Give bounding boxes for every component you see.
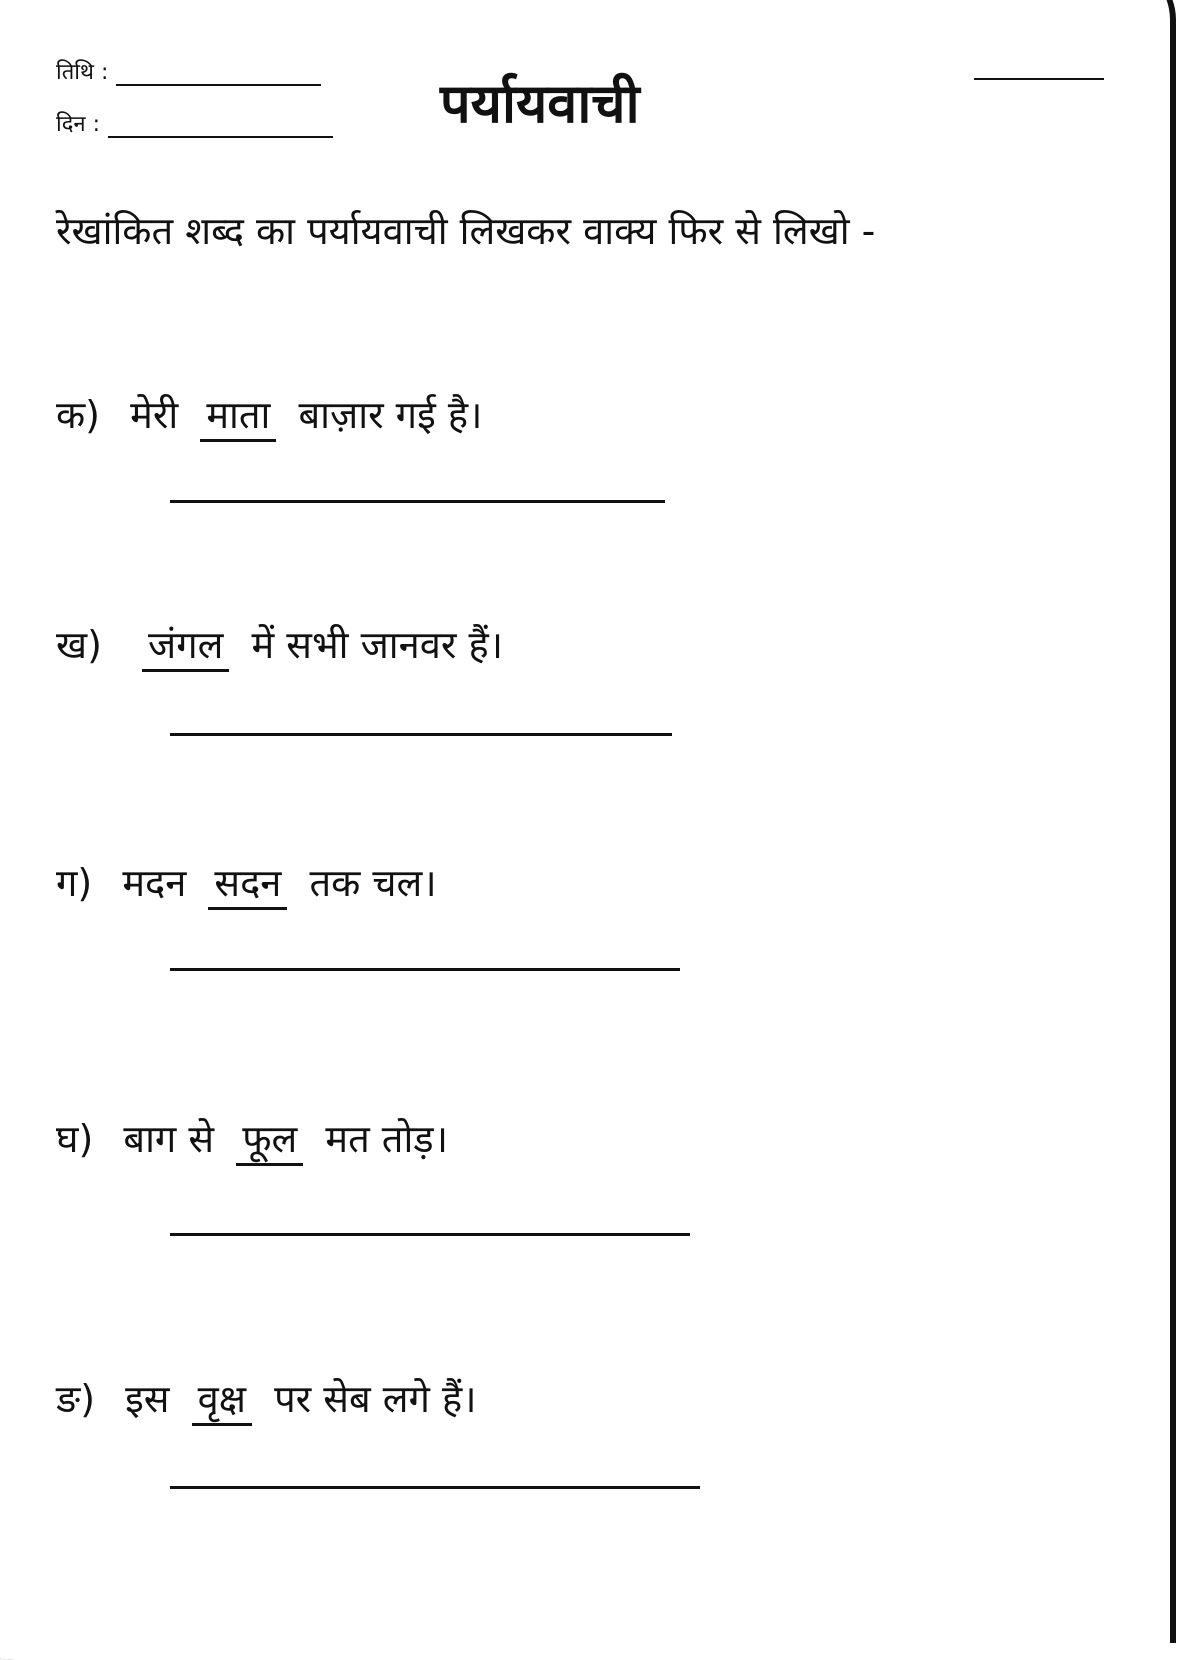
date-label: तिथि : [56, 60, 109, 85]
question-item [56, 856, 437, 910]
day-blank[interactable] [108, 136, 333, 138]
answer-line[interactable] [170, 1486, 700, 1489]
question-number: ङ) [56, 1377, 96, 1421]
underlined-word: जंगल [142, 623, 229, 672]
instruction-text: रेखांकित शब्द का पर्यायवाची लिखकर वाक्य फिर से लिखो - [56, 209, 876, 253]
question-number: घ) [56, 1117, 94, 1161]
page-title: पर्यायवाची [440, 72, 640, 135]
answer-line[interactable] [170, 968, 680, 971]
question-item [56, 388, 482, 442]
question-number: क) [56, 393, 101, 437]
underlined-word: फूल [236, 1117, 303, 1166]
underlined-word: सदन [208, 861, 287, 910]
question-number: ख) [56, 623, 102, 667]
question-text-after: बाज़ार गई है। [298, 393, 483, 437]
answer-line[interactable] [170, 733, 672, 736]
day-label: दिन : [56, 112, 100, 137]
day-field [56, 108, 333, 138]
question-text-before: मेरी [130, 393, 179, 437]
question-text-after: तक चल। [309, 861, 437, 905]
question-text-after: पर सेब लगे हैं। [274, 1377, 477, 1421]
date-blank[interactable] [116, 84, 321, 86]
question-text-after: मत तोड़। [325, 1117, 449, 1161]
underlined-word: माता [200, 393, 276, 442]
underlined-word: वृक्ष [192, 1377, 252, 1426]
question-text-before: इस [125, 1377, 170, 1421]
question-text-after: में सभी जानवर हैं। [251, 623, 504, 667]
answer-line[interactable] [170, 500, 665, 503]
question-item [56, 618, 503, 672]
question-item [56, 1112, 448, 1166]
question-item [56, 1372, 477, 1426]
date-field [56, 56, 321, 86]
name-blank[interactable] [974, 78, 1104, 80]
question-number: ग) [56, 861, 93, 905]
answer-line[interactable] [170, 1233, 690, 1236]
question-text-before: मदन [122, 861, 187, 905]
question-text-before: बाग से [123, 1117, 215, 1161]
page-border-left [0, 0, 14, 1660]
